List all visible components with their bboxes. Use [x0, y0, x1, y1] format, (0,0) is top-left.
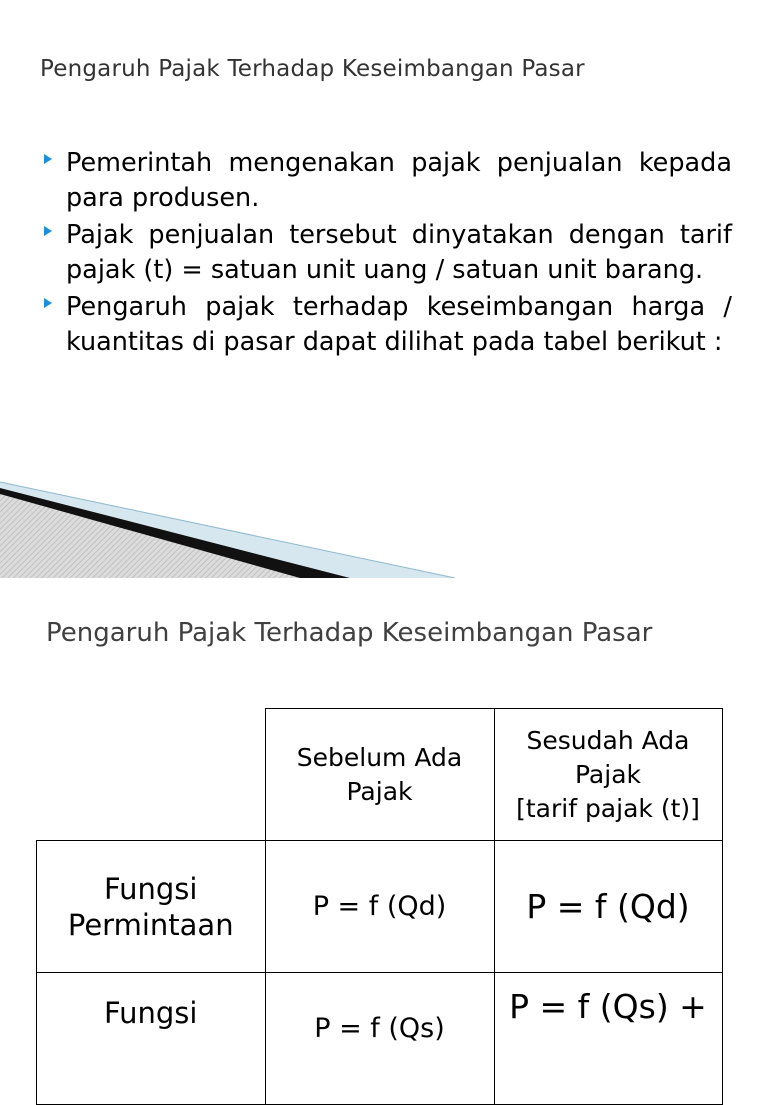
slide-1-title: Pengaruh Pajak Terhadap Keseimbangan Pasar	[40, 56, 585, 82]
supply-after: P = f (Qs) +	[494, 973, 722, 1105]
decorative-swoosh	[0, 472, 768, 578]
triangle-bullet-icon	[44, 298, 52, 308]
triangle-bullet-icon	[44, 154, 52, 164]
header-after-tax-line1: Sesudah Ada Pajak	[526, 725, 690, 789]
bullet-item	[42, 290, 732, 360]
row-label-demand: Fungsi Permintaan	[37, 841, 266, 973]
table-row	[37, 973, 723, 1105]
header-after-tax	[494, 709, 722, 841]
header-after-tax-line2: [tarif pajak (t)]	[516, 793, 700, 823]
bullet-text: Pajak penjualan tersebut dinyatakan dengan tarif pajak (t) = satuan unit uang / satuan unit barang.	[66, 220, 732, 285]
bullet-item	[42, 146, 732, 216]
table-corner-cell	[37, 709, 266, 841]
bullet-item	[42, 218, 732, 288]
table-row	[37, 841, 723, 973]
table-header-row	[37, 709, 723, 841]
tax-comparison-table	[36, 708, 723, 1105]
bullet-text: Pemerintah mengenakan pajak penjualan kepada para produsen.	[66, 148, 732, 213]
demand-after: P = f (Qd)	[494, 841, 722, 973]
demand-before: P = f (Qd)	[265, 841, 494, 973]
supply-before: P = f (Qs)	[265, 973, 494, 1105]
bullet-text: Pengaruh pajak terhadap keseimbangan harga / kuantitas di pasar dapat dilihat pada tabel berikut :	[66, 292, 732, 357]
row-label-supply: Fungsi	[37, 973, 266, 1105]
bullet-list	[42, 146, 732, 362]
triangle-bullet-icon	[44, 226, 52, 236]
header-before-tax: Sebelum Ada Pajak	[265, 709, 494, 841]
slide-2-title: Pengaruh Pajak Terhadap Keseimbangan Pasar	[46, 618, 653, 648]
slide-2	[0, 578, 768, 1044]
